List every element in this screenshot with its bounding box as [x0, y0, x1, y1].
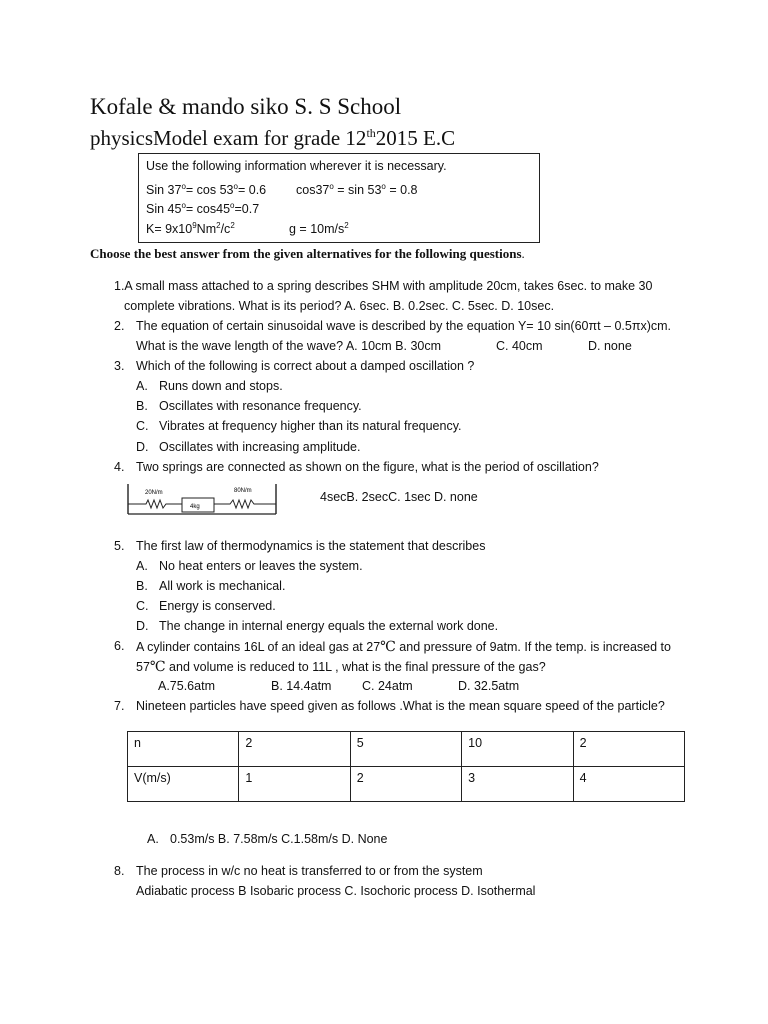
q6-line1-c: and pressure of 9atm. If the temp. is increased to [395, 640, 671, 654]
q6-option-b: B. 14.4atm [271, 679, 332, 693]
q5-c-label: C. [136, 599, 149, 613]
info-g-sup: 2 [344, 220, 349, 230]
info-row-k [146, 216, 539, 236]
speed-table [127, 731, 685, 802]
deg-sup: o [230, 201, 235, 210]
table-cell: 2 [350, 767, 461, 802]
spring-left-label: 20N/m [145, 490, 163, 496]
exam-title-prefix: physicsModel exam for grade 12 [90, 126, 367, 150]
q5-text: The first law of thermodynamics is the statement that describes [136, 539, 486, 553]
table-row [128, 732, 685, 767]
q7-options: 0.53m/s B. 7.58m/s C.1.58m/s D. None [170, 832, 388, 846]
info-sin37b: = cos 53 [185, 182, 234, 197]
q5-a-text: No heat enters or leaves the system. [159, 559, 363, 573]
degree-celsius-symbol: ℃ [149, 659, 166, 675]
deg-sup: o [233, 181, 238, 191]
table-cell: 2 [239, 732, 350, 767]
info-row-sin45 [146, 196, 539, 216]
q7-a-label: A. [147, 832, 159, 846]
q1-line1: 1.A small mass attached to a spring describes SHM with amplitude 20cm, takes 6sec. to make 30 [114, 279, 653, 293]
q3-number: 3. [114, 359, 125, 373]
q1-line2: complete vibrations. What is its period? A. 6sec. B. 0.2sec. C. 5sec. D. 10sec. [124, 299, 555, 313]
q5-d-label: D. [136, 619, 149, 633]
info-cos37a: cos37 [296, 182, 330, 197]
q3-text: Which of the following is correct about a damped oscillation ? [136, 359, 475, 373]
q8-text: The process in w/c no heat is transferred to or from the system [136, 864, 483, 878]
instruction-dot: . [521, 246, 525, 261]
table-cell: V(m/s) [128, 767, 239, 802]
q6-line2-a: 57 [136, 660, 150, 674]
info-k-a: K= 9x10 [146, 221, 193, 236]
spring-right [214, 500, 276, 508]
q2-option-c: C. 40cm [496, 339, 543, 353]
info-k-exp: 9 [192, 220, 197, 230]
table-cell: n [128, 732, 239, 767]
spring-mass-figure [126, 482, 282, 518]
q6-number: 6. [114, 639, 125, 653]
q5-b-text: All work is mechanical. [159, 579, 286, 593]
table-cell: 4 [573, 767, 684, 802]
q3-c-text: Vibrates at frequency higher than its natural frequency. [159, 419, 462, 433]
info-k-sup3: 2 [230, 220, 235, 230]
info-sin37: Sin 37 [146, 182, 182, 197]
q3-d-text: Oscillates with increasing amplitude. [159, 440, 361, 454]
info-sin45b: = cos45 [185, 202, 231, 217]
info-g-a: g = 10m/s [289, 221, 345, 236]
info-g [289, 216, 349, 240]
info-sin45c: =0.7 [234, 202, 260, 217]
q3-b-text: Oscillates with resonance frequency. [159, 399, 362, 413]
degree-celsius-symbol: ℃ [380, 639, 396, 655]
info-cos37b: = sin 53 [333, 182, 382, 197]
exam-title-suffix: 2015 E.C [375, 126, 456, 150]
q8-number: 8. [114, 864, 125, 878]
instruction-text: Choose the best answer from the given alternatives for the following questions [90, 246, 522, 261]
info-k-c: /c [220, 221, 231, 236]
table-cell: 5 [350, 732, 461, 767]
info-sin45: Sin 45 [146, 202, 182, 217]
table-cell: 2 [573, 732, 684, 767]
deg-sup: o [329, 181, 334, 191]
deg-sup: o [181, 181, 186, 191]
q6-option-d: D. 32.5atm [458, 679, 520, 693]
table-row [128, 767, 685, 802]
deg-sup: o [381, 181, 386, 191]
spring-right-label: 80N/m [234, 488, 252, 494]
q5-b-label: B. [136, 579, 148, 593]
q6-line1 [136, 639, 671, 655]
q8-options: Adiabatic process B Isobaric process C. Isochoric process D. Isothermal [136, 884, 536, 898]
table-cell: 3 [462, 767, 573, 802]
q3-a-text: Runs down and stops. [159, 379, 283, 393]
q3-b-label: B. [136, 399, 148, 413]
info-row-sin37 [146, 177, 539, 197]
spring-left [128, 500, 182, 508]
q5-a-label: A. [136, 559, 148, 573]
q5-d-text: The change in internal energy equals the external work done. [159, 619, 499, 633]
q2-number: 2. [114, 319, 125, 333]
school-title: Kofale & mando siko S. S School [90, 94, 402, 119]
constants-info-box [138, 153, 540, 243]
mass-label: 4kg [190, 504, 200, 510]
q5-c-text: Energy is conserved. [159, 599, 276, 613]
q6-line2 [136, 659, 546, 675]
q6-option-a: A.75.6atm [158, 679, 215, 693]
exam-title [90, 126, 455, 151]
q6-line1-a: A cylinder contains 16L of an ideal gas at 27 [136, 640, 381, 654]
q3-a-label: A. [136, 379, 148, 393]
q6-line2-c: and volume is reduced to 11L , what is the final pressure of the gas? [165, 660, 546, 674]
q5-number: 5. [114, 539, 125, 553]
q7-text: Nineteen particles have speed given as follows .What is the mean square speed of the particle? [136, 699, 665, 713]
q4-options: 4secB. 2secC. 1sec D. none [320, 490, 478, 504]
q2-line1: The equation of certain sinusoidal wave is described by the equation Y= 10 sin(60πt – 0.5πx)cm. [136, 319, 672, 333]
q6-option-c: C. 24atm [362, 679, 413, 693]
info-intro: Use the following information wherever it is necessary. [146, 159, 447, 173]
q4-number: 4. [114, 460, 125, 474]
q3-d-label: D. [136, 440, 149, 454]
q7-number: 7. [114, 699, 125, 713]
info-cos37c: = 0.8 [385, 182, 418, 197]
exam-title-sup: th [366, 126, 376, 140]
q2-line2: What is the wave length of the wave? A. 10cm B. 30cm [136, 339, 442, 353]
q2-option-d: D. none [588, 339, 632, 353]
info-sin37c: = 0.6 [237, 182, 267, 197]
info-k-b: Nm [196, 221, 217, 236]
q3-c-label: C. [136, 419, 149, 433]
instruction [90, 246, 525, 262]
table-cell: 10 [462, 732, 573, 767]
deg-sup: o [181, 201, 186, 210]
table-cell: 1 [239, 767, 350, 802]
q4-text: Two springs are connected as shown on the figure, what is the period of oscillation? [136, 460, 599, 474]
info-k-sup2: 2 [216, 220, 221, 230]
